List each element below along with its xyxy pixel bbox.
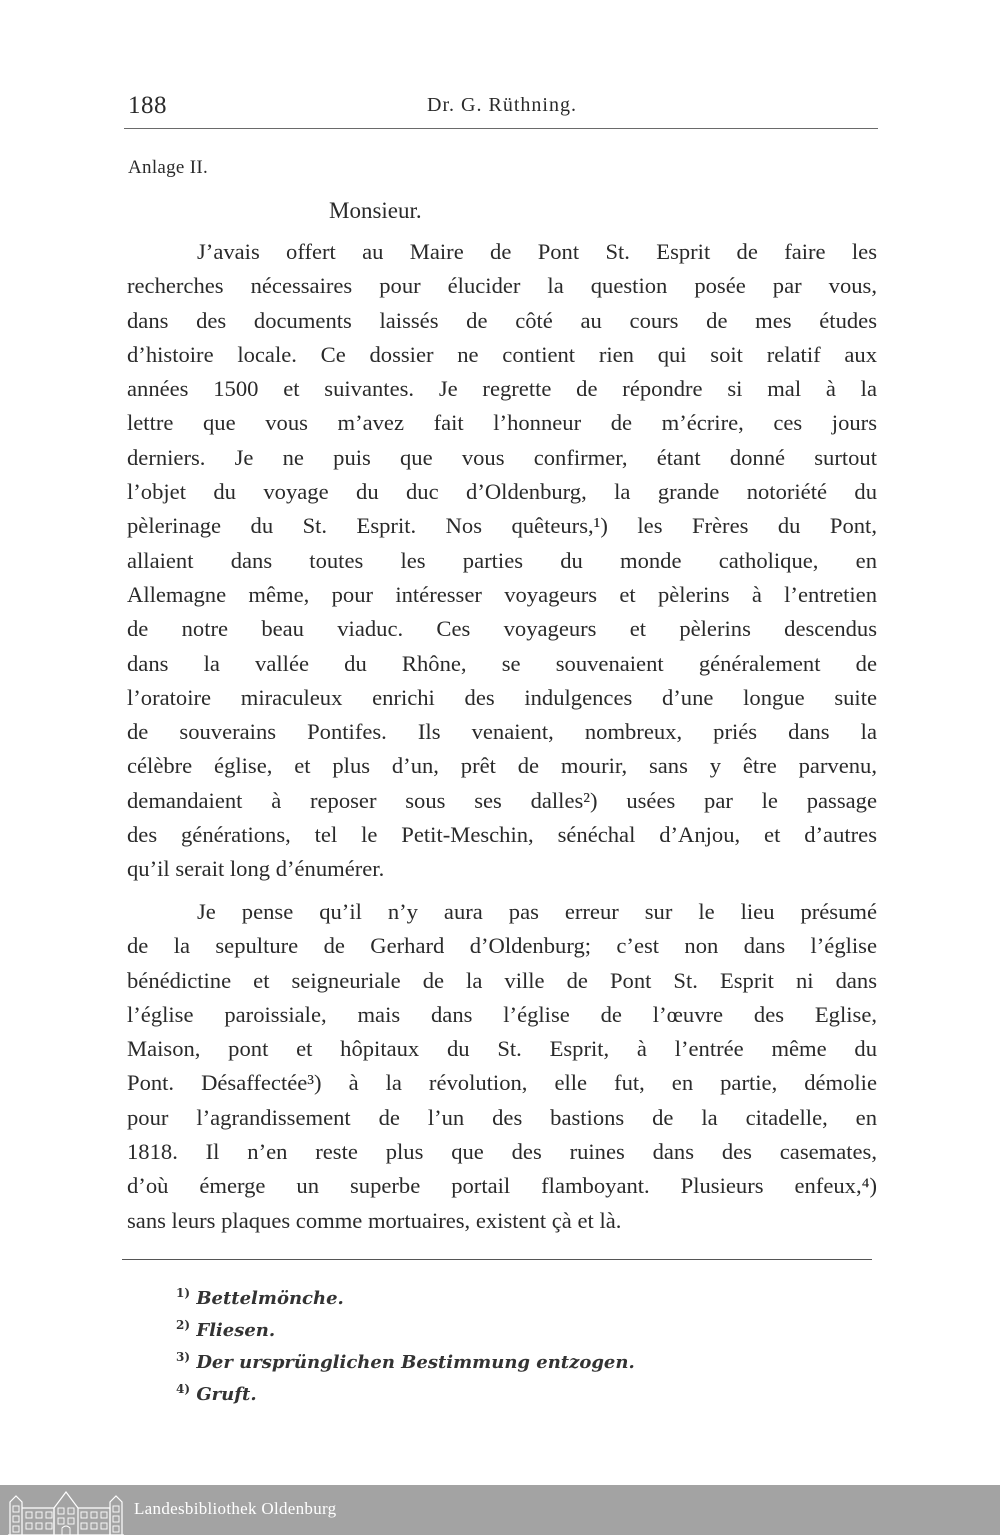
footnote-1	[176, 1280, 635, 1312]
text-line: pour l’agrandissement de l’un des bastions de la citadelle, en	[127, 1104, 877, 1130]
footnotes	[176, 1280, 635, 1408]
footnote-3	[176, 1344, 635, 1376]
text-line: l’église paroissiale, mais dans l’église de l’œuvre des Eglise,	[127, 1001, 877, 1027]
footnote-mark: 2)	[176, 1318, 191, 1332]
text-line: dans des documents laissés de côté au cours de mes études	[127, 307, 877, 333]
text-line: bénédictine et seigneuriale de la ville de Pont St. Esprit ni dans	[127, 967, 877, 993]
text-line: J’avais offert au Maire de Pont St. Esprit de faire les	[197, 239, 877, 264]
footnote-divider	[122, 1259, 872, 1260]
text-line: qu’il serait long d’énumérer.	[127, 856, 385, 882]
text-line: d’où émerge un superbe portail flamboyant. Plusieurs enfeux,⁴)	[127, 1173, 877, 1199]
text-line: pèlerinage du St. Esprit. Nos quêteurs,¹) les Frères du Pont,	[127, 513, 877, 539]
running-head	[128, 92, 876, 126]
footnote-2	[176, 1312, 635, 1344]
paragraph-1	[127, 235, 877, 887]
text-line: Allemagne même, pour intéresser voyageurs et pèlerins à l’entretien	[127, 581, 877, 607]
text-line: dans la vallée du Rhône, se souvenaient généralement de	[127, 650, 877, 676]
running-title: Dr. G. Rüthning.	[427, 94, 577, 116]
text-line: l’oratoire miraculeux enrichi des indulgences d’une longue suite	[127, 684, 877, 710]
text-line: derniers. Je ne puis que vous confirmer, étant donné surtout	[127, 444, 877, 470]
section-label: Anlage II.	[128, 157, 209, 178]
text-line: Je pense qu’il n’y aura pas erreur sur le lieu présumé	[197, 899, 877, 924]
text-line: célèbre église, et plus d’un, prêt de mourir, sans y être parvenu,	[127, 753, 877, 779]
text-line: années 1500 et suivantes. Je regrette de répondre si mal à la	[127, 376, 877, 402]
text-line: des générations, tel le Petit-Meschin, sénéchal d’Anjou, et d’autres	[127, 822, 877, 848]
text-line: l’objet du voyage du duc d’Oldenburg, la grande notoriété du	[127, 479, 877, 505]
text-line: demandaient à reposer sous ses dalles²) usées par le passage	[127, 787, 877, 813]
library-building-icon	[6, 1488, 124, 1535]
footnote-text: Gruft.	[196, 1384, 257, 1405]
text-line: de souverains Pontifes. Ils venaient, nombreux, priés dans la	[127, 719, 877, 745]
library-name: Landesbibliothek Oldenburg	[134, 1499, 337, 1518]
footnote-text: Fliesen.	[196, 1320, 276, 1341]
text-line: de notre beau viaduc. Ces voyageurs et pèlerins descendus	[127, 616, 877, 642]
text-line: Maison, pont et hôpitaux du St. Esprit, à l’entrée même du	[127, 1036, 877, 1062]
text-line: Pont. Désaffectée³) à la révolution, elle fut, en partie, démolie	[127, 1070, 877, 1096]
text-line: d’histoire locale. Ce dossier ne contient rien qui soit relatif aux	[127, 341, 877, 367]
salutation: Monsieur.	[329, 198, 422, 223]
paragraph-2	[127, 895, 877, 1238]
text-line: 1818. Il n’en reste plus que des ruines dans des casemates,	[127, 1139, 877, 1165]
header-divider	[124, 128, 878, 129]
footnote-mark: 1)	[176, 1286, 191, 1300]
footnote-mark: 3)	[176, 1350, 191, 1364]
text-line: recherches nécessaires pour élucider la question posée par vous,	[127, 273, 877, 299]
footnote-4	[176, 1376, 635, 1408]
text-line: allaient dans toutes les parties du monde catholique, en	[127, 547, 877, 573]
footnote-text: Bettelmönche.	[196, 1288, 344, 1309]
text-line: lettre que vous m’avez fait l’honneur de m’écrire, ces jours	[127, 410, 877, 436]
footnote-mark: 4)	[176, 1382, 191, 1396]
text-line: de la sepulture de Gerhard d’Oldenburg; c’est non dans l’église	[127, 933, 877, 959]
text-line: sans leurs plaques comme mortuaires, existent çà et là.	[127, 1207, 622, 1233]
library-footer-bar	[0, 1485, 1000, 1535]
footnote-text: Der ursprünglichen Bestimmung entzogen.	[196, 1352, 635, 1373]
page-number: 188	[128, 92, 167, 119]
